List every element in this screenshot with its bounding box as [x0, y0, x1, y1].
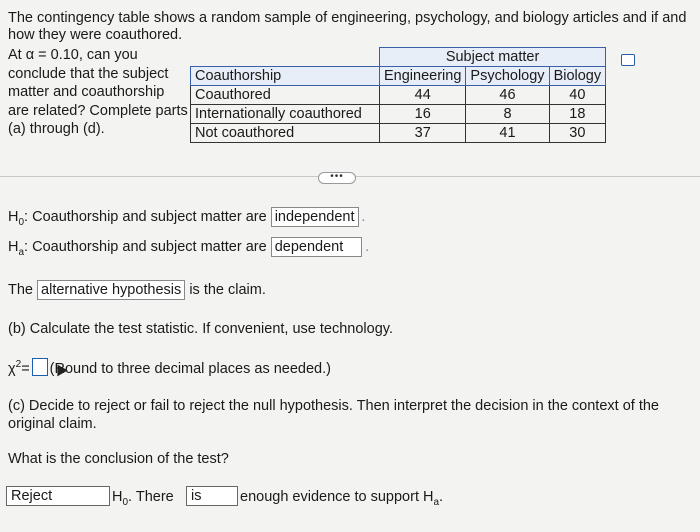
table-row: [191, 86, 606, 105]
col-header: Biology: [549, 67, 606, 86]
contingency-table: [190, 47, 606, 143]
chi-square-line: $\chi^2=$ (Round to three decimal places as needed.): [8, 359, 331, 377]
table-cell: 30: [549, 124, 606, 143]
expand-button[interactable]: •••: [318, 172, 356, 184]
table-cell: 46: [466, 86, 549, 105]
print-icon[interactable]: [621, 54, 635, 66]
h0-answer-select[interactable]: independent: [271, 207, 359, 227]
table-cell: 8: [466, 105, 549, 124]
claim-select[interactable]: alternative hypothesis: [37, 280, 185, 300]
table-row: [191, 105, 606, 124]
table-cell: 44: [380, 86, 466, 105]
row-label: Coauthored: [191, 86, 380, 105]
table-cell: 41: [466, 124, 549, 143]
part-b-text: (b) Calculate the test statistic. If convenient, use technology.: [8, 321, 393, 337]
conclusion-question: What is the conclusion of the test?: [8, 451, 229, 467]
ha-answer-select[interactable]: dependent: [271, 237, 363, 257]
col-header: Psychology: [466, 67, 549, 86]
table-cell: 18: [549, 105, 606, 124]
table-cell: 16: [380, 105, 466, 124]
conclusion-h0: $H_0$. There: [112, 489, 174, 508]
subject-header: Subject matter: [380, 48, 606, 67]
table-row: [191, 124, 606, 143]
chi-square-input[interactable]: [32, 358, 48, 376]
row-label: Not coauthored: [191, 124, 380, 143]
row-label: Internationally coauthored: [191, 105, 380, 124]
alt-hypothesis: $H_a$: Coauthorship and subject matter are dependent .: [8, 239, 370, 258]
row-header: Coauthorship: [191, 67, 380, 86]
intro-text: The contingency table shows a random sample of engineering, psychology, and biology articles and if and how they were coauthored.: [8, 10, 687, 43]
claim-line: The alternative hypothesis is the claim.: [8, 282, 266, 298]
part-c-text: (c) Decide to reject or fail to reject the null hypothesis. Then interpret the decision in the context of the original claim.: [8, 398, 659, 432]
null-hypothesis: $H_0$: Coauthorship and subject matter are independent .: [8, 209, 366, 228]
decision-select[interactable]: Reject: [6, 486, 110, 506]
col-header: Engineering: [380, 67, 466, 86]
round-hint: (Round to three decimal places as needed.): [49, 361, 331, 377]
table-cell: 40: [549, 86, 606, 105]
evidence-select[interactable]: is: [186, 486, 238, 506]
table-cell: 37: [380, 124, 466, 143]
conclusion-rest: enough evidence to support $H_a$.: [240, 489, 444, 508]
question-text: At α = 0.10, can you conclude that the subject matter and coauthorship are related? Complete parts (a) through (d).: [8, 47, 188, 137]
